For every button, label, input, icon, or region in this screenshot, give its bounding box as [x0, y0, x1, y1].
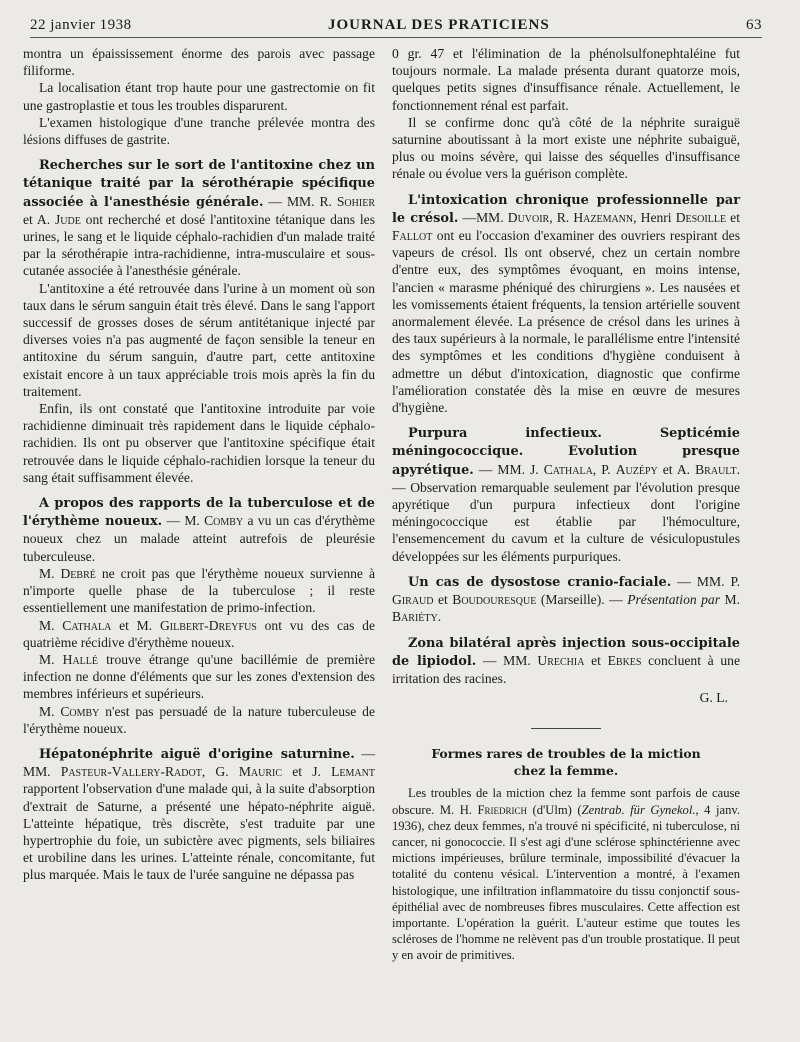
- presentation-label: Présentation par: [627, 592, 721, 608]
- author-name: Bariéty: [392, 609, 438, 625]
- divider: [531, 728, 601, 729]
- section-purpura: Purpura infectieux. Septicémie méningococcique. Evolution presque apyrétique. — MM. J. Cathala, P. Auzépy et A. Brault. — Observation remarquable seulement par l'évolution presque apyrétique d'un purpura infectieux dont l'origine méningococcique est établie par l'hémoculture, l'ensemencement du cavum et la culture de vésiculopustules développées sur les éléments purpuriques.: [392, 426, 740, 564]
- author-name: Gilbert-Dreyfus: [159, 617, 257, 633]
- author-name: Duvoir: [507, 209, 550, 225]
- section-title: Hépatonéphrite aiguë d'origine saturnine.: [39, 746, 355, 762]
- paragraph: M. Cathala et M. Gilbert-Dreyfus ont vu des cas de quatrième récidive d'érythème noueux.: [23, 617, 375, 650]
- section-zona: Zona bilatéral après injection sous-occipitale de lipiodol. — MM. Urechia et Ebkes concluent à une irritation des racines.: [392, 635, 740, 686]
- author-name: Pasteur-Vallery-Radot: [60, 764, 202, 780]
- section-title: A propos des rapports de la tuberculose et de l'érythème noueux.: [23, 496, 375, 530]
- author-name: Hallé: [62, 651, 99, 667]
- author-name: Giraud: [392, 592, 434, 608]
- right-column: [392, 45, 740, 964]
- section-hepatonephrite: Hépatonéphrite aiguë d'origine saturnine. — MM. Pasteur-Vallery-Radot, G. Mauric et J. Lemant rapportent l'observation d'une malade qui, à la suite d'absorption d'extrait de Saturne, a présenté une hépato-néphrite aiguë. L'atteinte hépatique, très discrète, s'est traduite par une hypertrophie du foie, un subictère avec pigments, sels biliaires et urobiline dans les urines. L'atteinte rénale, concomitante, fut plus marquée. Mais le taux de l'urée sanguine ne dépassa pas: [23, 745, 375, 883]
- journal-reference: Zentrab. für Gynekol.: [581, 802, 696, 817]
- section-cresol: L'intoxication chronique professionnelle par le crésol. —MM. Duvoir, R. Hazemann, Henri Desoille et Fallot ont eu l'occasion d'examiner des ouvriers respirant des vapeurs de crésol. Ils ont observé, chez un certain nombre d'entre eux, des symptômes évoquant, en moins intense, l'ancien « marasme phéniqué des chirurgiens ». Les nausées et les vomissements étaient fréquents, la tension artérielle souvent anormalement élevée. La présence de crésol dans les urines à des taux supérieurs à la normale, le parallélisme entre l'intensité des symptômes et les conditions d'hygiène conduisent à admettre un début d'intoxication, diagnostic que confirme l'amélioration constatée dès la mise en œuvre de mesures d'hygiène.: [392, 192, 740, 416]
- author-name: Desoille: [675, 209, 727, 225]
- header-date: 22 janvier 1938: [30, 17, 132, 33]
- header-journal-title: JOURNAL DES PRATICIENS: [327, 17, 550, 33]
- author-name: Comby: [60, 703, 100, 719]
- author-name: Brault: [695, 461, 737, 477]
- author-name: Jude: [54, 211, 81, 227]
- paragraph: L'examen histologique d'une tranche prélevée montra des lésions diffuses de gastrite.: [23, 114, 375, 148]
- article-title: Formes rares de troubles de la miction chez la femme.: [431, 746, 701, 779]
- paragraph: M. Comby n'est pas persuadé de la nature tuberculeuse de l'érythème noueux.: [23, 703, 375, 736]
- author-name: Ebkes: [607, 652, 642, 668]
- author-name: Fallot: [392, 228, 433, 244]
- header-page-number: 63: [745, 17, 762, 33]
- author-name: Auzépy: [615, 461, 658, 477]
- paragraph: Enfin, ils ont constaté que l'antitoxine introduite par voie rachidienne diminuait très rapidement dans le liquide céphalo-rachidien. Ils ont pu observer que l'antitoxine spécifique était retrouvée dans le liquide céphalo-rachidien lorsque la teneur du sang était suffisamment élevée.: [23, 401, 375, 485]
- author-name: Cathala: [62, 617, 112, 633]
- page-header: [30, 12, 762, 38]
- paragraph: L'antitoxine a été retrouvée dans l'urine à un moment où son taux dans le sérum sanguin était très élevé. Dans le sang l'apport successif de grosses doses de sérum antitétanique injecté par diverses voies n'a pas augmenté de façon sensible la teneur en antitoxine du sérum sanguin, d'autre part, cette antitoxine existait encore à un taux appréciable trois mois après la fin du traitement.: [23, 280, 375, 399]
- paragraph: montra un épaississement énorme des parois avec passage filiforme.: [23, 46, 375, 79]
- section-title: Recherches sur le sort de l'antitoxine chez un tétanique traité par la sérothérapie spécifique associée à l'anesthésie générale.: [23, 158, 375, 210]
- paragraph: M. Hallé trouve étrange qu'une bacillémie de première infection ne donne d'éléments que sur les zones d'extension des membres inférieurs et supérieurs.: [23, 651, 376, 702]
- author-name: Mauric: [238, 764, 283, 780]
- section-title: Purpura infectieux. Septicémie méningococcique. Evolution presque apyrétique.: [392, 426, 740, 478]
- left-column: [23, 45, 375, 884]
- section-dysostose: Un cas de dysostose cranio-faciale. — MM. P. Giraud et Boudouresque (Marseille). — Présentation par M. Bariéty.: [392, 573, 741, 625]
- paragraph: Il se confirme donc qu'à côté de la néphrite suraiguë saturnine aboutissant à la mort existe une néphrite subaiguë, plus ou moins sévère, qui laisse des séquelles d'insuffisance rénale ou évolue vers la guérison complète.: [392, 114, 740, 182]
- author-name: Lemant: [331, 764, 375, 780]
- paragraph: M. Debré ne croit pas que l'érythème noueux survienne à n'importe quelle phase de la tuberculose ; il reste essentiellement une manifestation de primo-infection.: [23, 565, 375, 616]
- author-name: Cathala: [543, 461, 593, 477]
- signature: G. L.: [699, 690, 728, 706]
- author-name: Debré: [60, 565, 96, 581]
- section-tetanus: Recherches sur le sort de l'antitoxine chez un tétanique traité par la sérothérapie spécifique associée à l'anesthésie générale. — MM. R. Sohier et A. Jude ont recherché et dosé l'antitoxine tétanique dans les urines, le sang et le liquide céphalo-rachidien d'un malade traité par la sérothérapie intra-rachidienne, intra-musculaire et sous-cutanée associée à l'anesthésie générale.: [23, 158, 375, 279]
- author-name: Hazemann: [573, 209, 634, 225]
- paragraph: La localisation étant trop haute pour une gastrectomie on fit une gastroplastie et tous les troubles disparurent.: [23, 80, 375, 113]
- author-name: Friedrich: [477, 802, 527, 817]
- section-title: L'intoxication chronique professionnelle par le crésol.: [392, 192, 740, 226]
- author-name: R. Sohier: [319, 193, 375, 209]
- author-name: Comby: [204, 513, 244, 529]
- article-body: Les troubles de la miction chez la femme sont parfois de cause obscure. M. H. Friedrich (d'Ulm) (Zentrab. für Gynekol., 4 janv. 1936), chez deux femmes, n'a trouvé ni spécificité, ni tuberculose, ni cancer, ni gonococcie. Il s'est agi d'une sclérose sphinctérienne avec mictions impérieuses, brûlure terminale, impossibilité d'évacuer la totalité du contenu vésical. L'intervention a montré, à l'examen histologique, une infiltration inflammatoire du tissu conjonctif sous-épithélial avec de nombreuses fibres musculaires. Cette affection est importante. L'opération la guérit. L'auteur estime que toutes les scléroses de l'homme ne relèvent pas d'un trouble prostatique. Il peut y en avoir de primitives.: [392, 786, 740, 963]
- paragraph: 0 gr. 47 et l'élimination de la phénolsulfonephtaléine fut toujours normale. La malade présenta durant quatorze mois, quelques petits signes d'insuffisance rénale. Actuellement, le fonctionnement rénal est parfait.: [392, 46, 740, 113]
- section-title: Un cas de dysostose cranio-faciale.: [408, 574, 672, 590]
- section-title: Zona bilatéral après injection sous-occipitale de lipiodol.: [392, 635, 740, 669]
- section-tuberculose: A propos des rapports de la tuberculose et de l'érythème noueux. — M. Comby a vu un cas d'érythème noueux chez un malade atteint autrefois de pleurésie tuberculeuse.: [23, 496, 376, 564]
- author-name: Boudouresque: [452, 592, 537, 608]
- author-name: Urechia: [537, 652, 585, 668]
